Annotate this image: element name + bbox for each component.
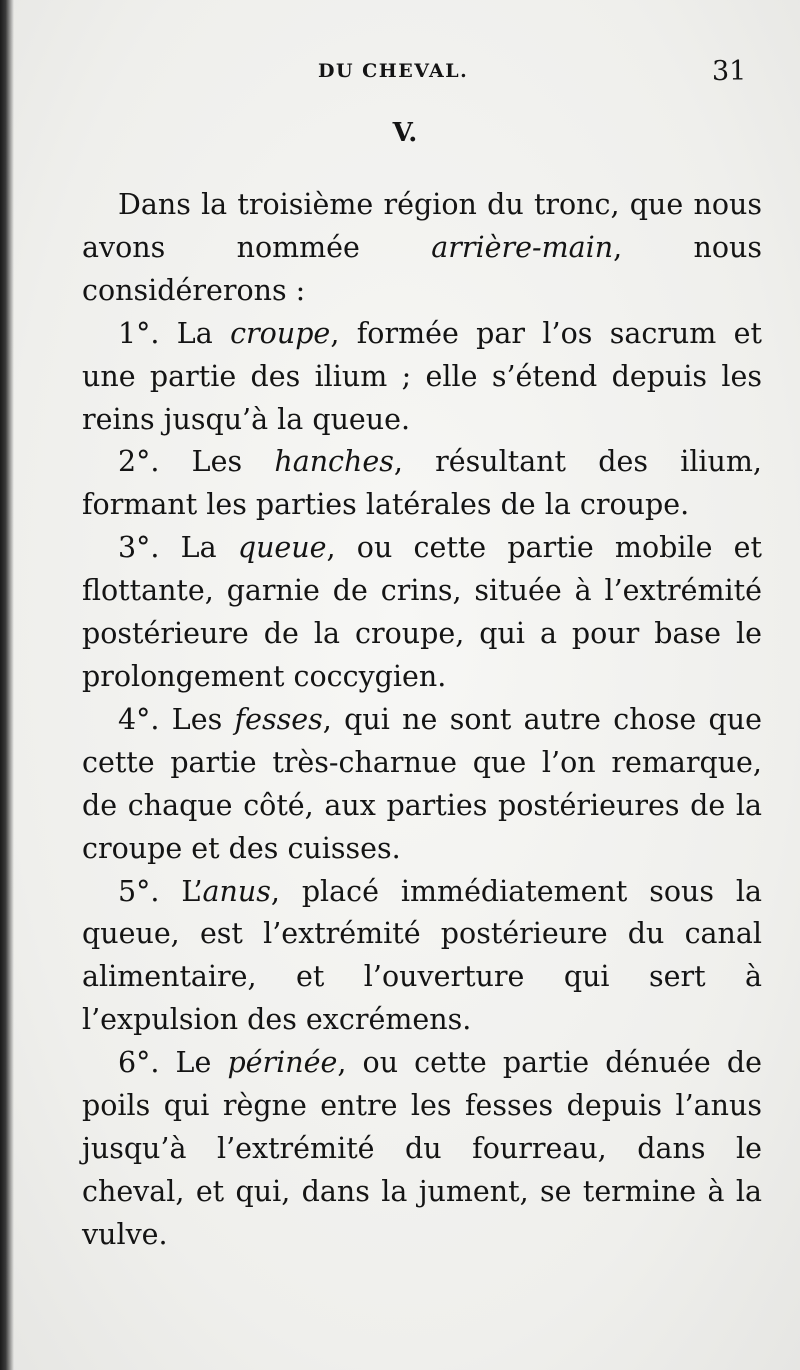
paragraph-item-1 xyxy=(82,313,762,442)
paragraph-item-4 xyxy=(82,699,762,871)
item-text: , ou cette partie mobile et flottante, garnie de crins, située à l’extrémité postérieure de la croupe, qui a pour base le prolongement coccygien. xyxy=(82,531,762,693)
intro-text: Dans la troisième région du tronc, que nous avons nommée xyxy=(82,188,762,264)
term-anus: anus xyxy=(202,874,271,908)
running-head xyxy=(0,56,800,90)
item-number: 5°. L’ xyxy=(118,874,203,908)
paragraph-item-5 xyxy=(82,871,762,1043)
term-queue: queue xyxy=(237,531,327,565)
item-text: , qui ne sont autre chose que cette partie très-charnue que l’on remarque, de chaque côté, aux parties postérieures de la croupe et des cuisses. xyxy=(82,702,762,865)
term-hanches: hanches xyxy=(274,445,394,479)
intro-text-end: , nous considérerons : xyxy=(82,230,762,307)
item-number: 1°. La xyxy=(118,316,231,350)
term-perinee: périnée xyxy=(227,1046,338,1080)
term-croupe: croupe xyxy=(230,316,331,350)
page-number: 31 xyxy=(712,56,747,87)
running-title: DU CHEVAL. xyxy=(318,60,469,82)
page-edge-shadow xyxy=(0,0,14,1370)
item-text: , placé immédiatement sous la queue, est l’extrémité postérieure du canal alimentaire, et l’ouverture qui sert à l’expulsion des excrémens. xyxy=(82,874,763,1037)
term-fesses: fesses xyxy=(234,702,323,736)
paragraph-item-6 xyxy=(82,1042,762,1257)
paragraph-intro xyxy=(82,184,762,313)
item-number: 4°. Les xyxy=(118,702,235,736)
term-arriere-main: arrière-main xyxy=(431,230,614,264)
item-number: 6°. Le xyxy=(118,1046,228,1080)
item-number: 2°. Les xyxy=(118,445,275,479)
paragraph-item-2 xyxy=(82,441,762,527)
body-text xyxy=(82,184,762,1257)
item-text: , formée par l’os sacrum et une partie des ilium ; elle s’étend depuis les reins jusqu’à la queue. xyxy=(82,316,762,436)
item-text: , résultant des ilium, formant les parties latérales de la croupe. xyxy=(82,445,762,522)
item-number: 3°. La xyxy=(118,531,238,565)
section-heading: V. xyxy=(392,118,418,148)
item-text: , ou cette partie dénuée de poils qui règne entre les fesses depuis l’anus jusqu’à l’extrémité du fourreau, dans le cheval, et qui, dans la jument, se termine à la vulve. xyxy=(82,1046,762,1251)
paragraph-item-3 xyxy=(82,527,762,699)
